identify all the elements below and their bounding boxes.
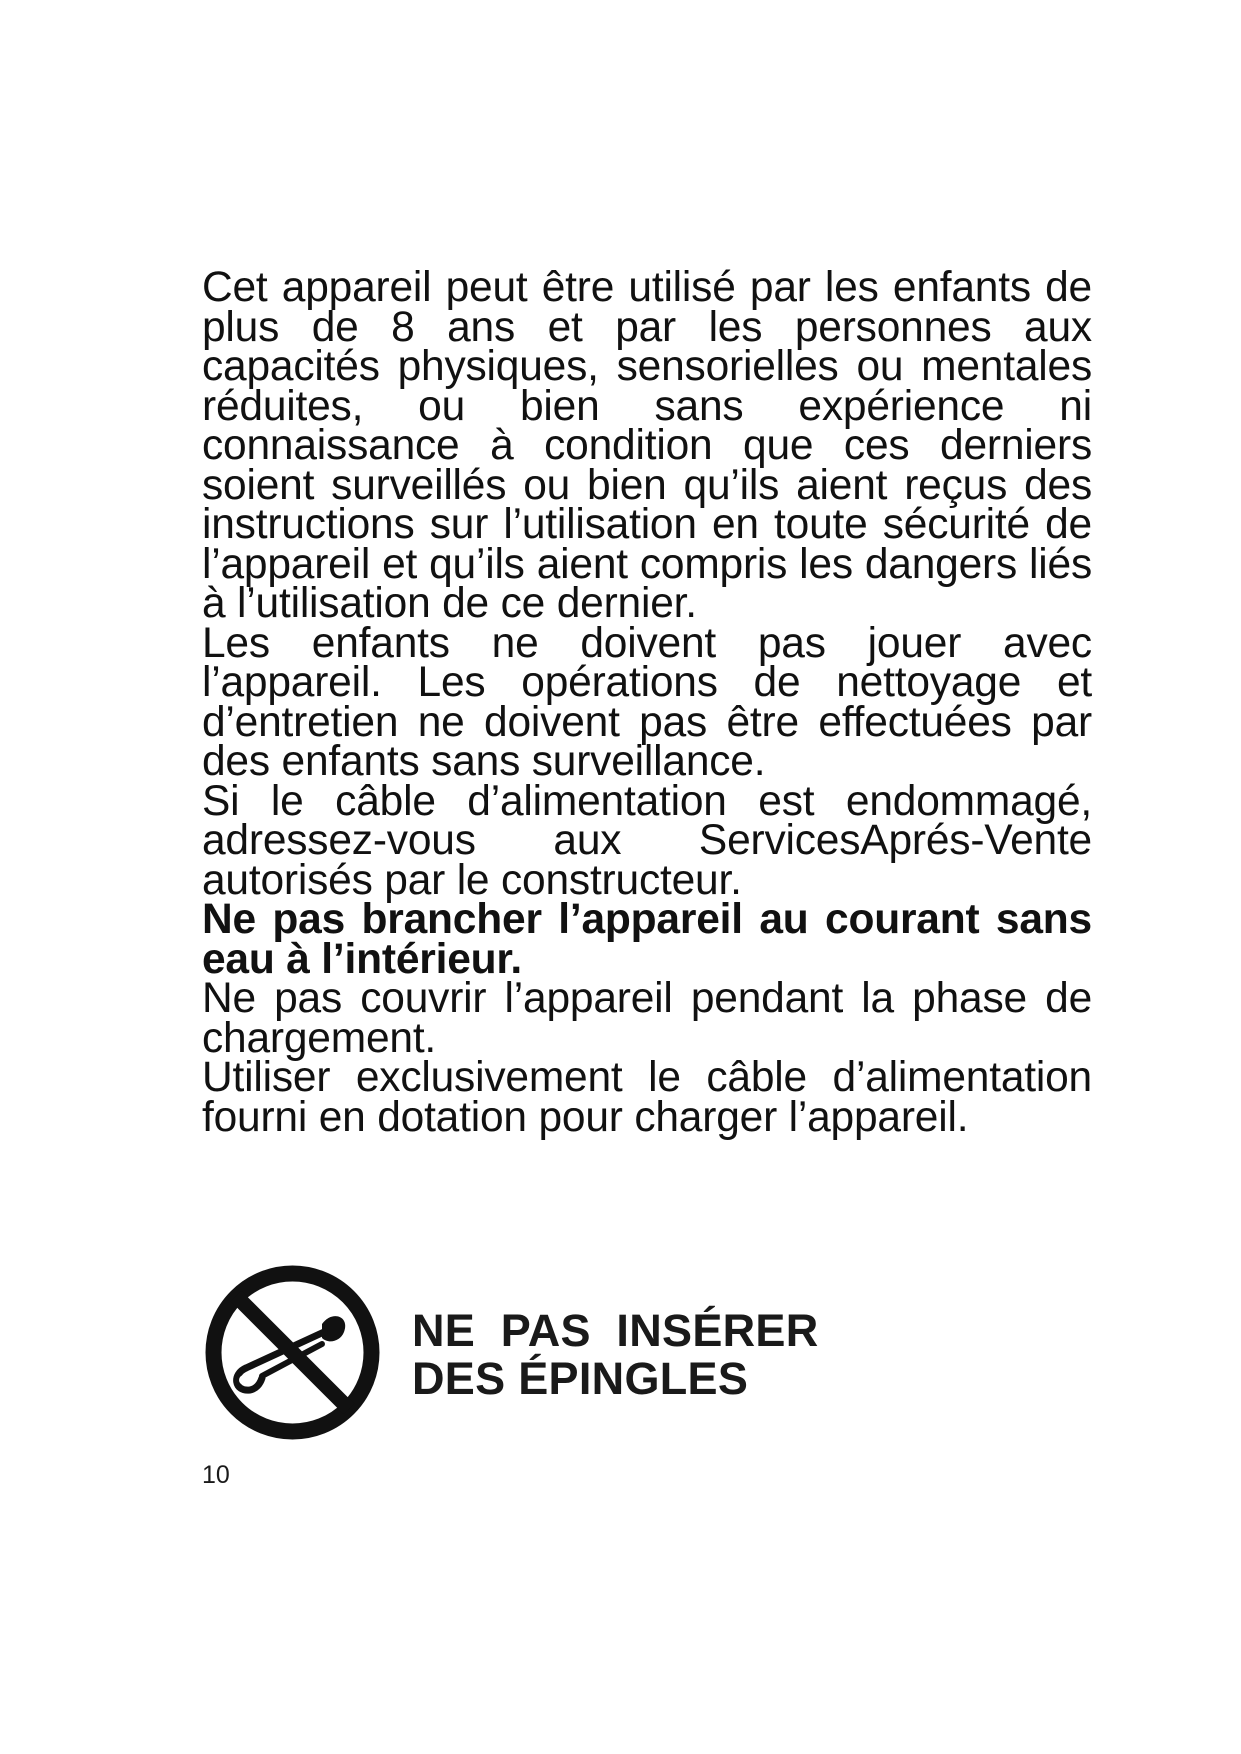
warning-title — [412, 1307, 819, 1403]
no-pins-icon — [200, 1260, 385, 1445]
paragraph-no-water-warning: Ne pas brancher l’appareil au courant sans eau à l’intérieur. — [202, 896, 1092, 983]
instructions-text — [202, 264, 1092, 1141]
paragraph-children-use: Cet appareil peut être utilisé par les enfants de plus de 8 ans et par les personnes aux capacités physiques, sensorielles ou mentales réduites, ou bien sans expérience ni connaissance à condition que ces derniers soient surveillés ou bien qu’ils aient reçus des instructions sur l’utilisation en toute sécurité de l’appareil et qu’ils aient compris les dangers liés à l’utilisation de ce dernier. — [202, 264, 1092, 627]
paragraph-supplied-cable: Utiliser exclusivement le câble d’alimentation fourni en dotation pour charger l’appareil. — [202, 1054, 1092, 1141]
paragraph-cable-damaged: Si le câble d’alimentation est endommagé, adressez-vous aux ServicesAprés-Vente autorisés par le constructeur. — [202, 777, 1092, 904]
paragraph-do-not-cover: Ne pas couvrir l’appareil pendant la phase de chargement. — [202, 975, 1092, 1062]
warning-title-line2: DES ÉPINGLES — [412, 1353, 749, 1404]
page-number: 10 — [202, 1461, 230, 1489]
warning-title-line1: NE PAS INSÉRER — [412, 1305, 819, 1356]
paragraph-children-play: Les enfants ne doivent pas jouer avec l’appareil. Les opérations de nettoyage et d’entretien ne doivent pas être effectuées par des enfants sans surveillance. — [202, 619, 1092, 785]
